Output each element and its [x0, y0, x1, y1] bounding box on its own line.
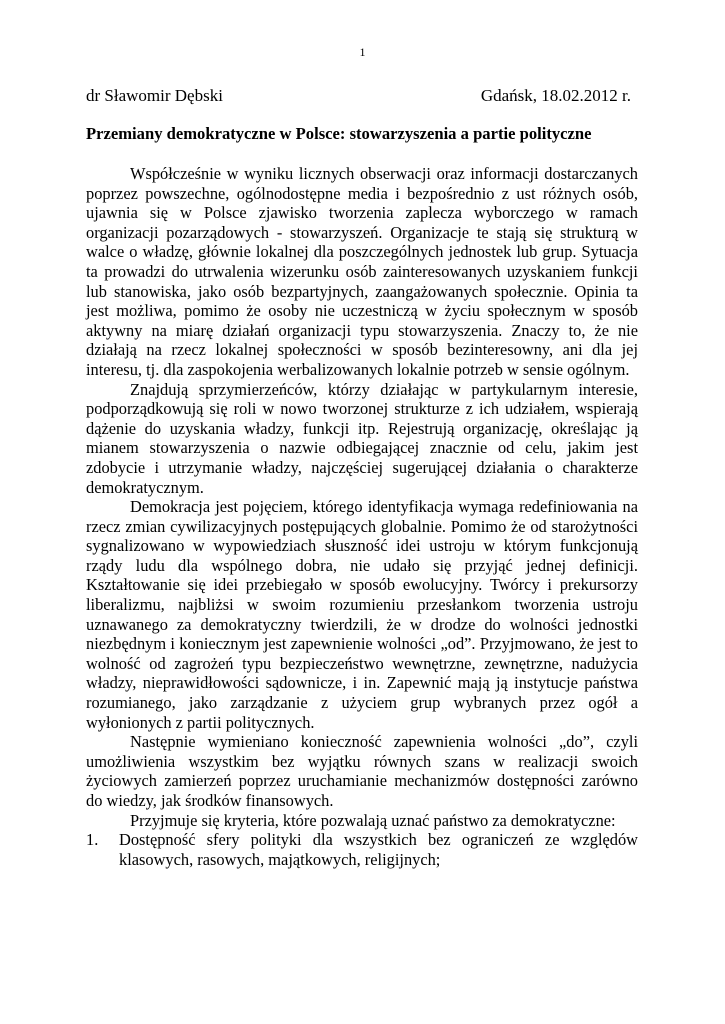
list-item-number: 1. [86, 830, 99, 850]
criteria-list [86, 830, 638, 869]
paragraph: Współcześnie w wyniku licznych obserwacji oraz informacji dostarczanych poprzez powszechne, ogólnodostępne media i bezpośrednio z ust różnych osób, ujawnia się w Polsce zjawisko tworzenia zaplecza wyborczego w ramach organizacji pozarządowych - stowarzyszeń. Organizacje te stają się strukturą w walce o władzę, głównie lokalnej dla poszczególnych jednostek lub grup. Sytuacja ta prowadzi do utrwalenia wizerunku osób zainteresowanych uzyskaniem funkcji lub stanowiska, jako osób bezpartyjnych, zaangażowanych społecznie. Opinia ta jest możliwa, pomimo że osoby nie uczestniczą w życiu społecznym w sposób aktywny na miarę działań organizacji typu stowarzyszenia. Znaczy to, że nie działają na rzecz lokalnej społeczności w sposób bezinteresowny, ani dla jej interesu, tj. dla zaspokojenia werbalizowanych lokalnie potrzeb w sensie ogólnym. [86, 164, 638, 379]
document-header [86, 86, 631, 106]
list-item-text: Dostępność sfery polityki dla wszystkich bez ograniczeń ze względów klasowych, rasowych, majątkowych, religijnych; [119, 830, 638, 869]
place-date: Gdańsk, 18.02.2012 r. [480, 86, 631, 105]
paragraph: Przyjmuje się kryteria, które pozwalają uznać państwo za demokratyczne: [130, 810, 616, 830]
paragraph: Następnie wymieniano konieczność zapewnienia wolności „do”, czyli umożliwienia wszystkim bez wyjątku równych szans w realizacji swoich życiowych zamierzeń poprzez uruchamianie mechanizmów dostępności zarówno do wiedzy, jak środków finansowych. [86, 732, 638, 810]
author-name: dr Sławomir Dębski [86, 86, 223, 105]
paragraph: Demokracja jest pojęciem, którego identyfikacja wymaga redefiniowania na rzecz zmian cywilizacyjnych postępujących globalnie. Pomimo że od starożytności sygnalizowano w wypowiedziach słuszność idei ustroju w którym funkcjonują rządy ludu dla wspólnego dobra, nie udało się przyjąć jednej definicji. Kształtowanie się idei przebiegało w sposób ewolucyjny. Twórcy i prekursorzy liberalizmu, najbliżsi w swoim rozumieniu przesłankom tworzenia ustroju uznawanego za demokratyczny twierdzili, że w drodze do wolności jednostki niezbędnym i koniecznym jest zapewnienie wolności „od”. Przyjmowano, że jest to wolność od zagrożeń typu bezpieczeństwo wewnętrzne, zewnętrzne, nadużycia władzy, nieprawidłowości sądownicze, i in. Zapewnić mają ją instytucje państwa rozumianego, jako zarządzanie z użyciem grup wybranych przez ogół a wyłonionych z partii politycznych. [86, 497, 638, 732]
document-title: Przemiany demokratyczne w Polsce: stowarzyszenia a partie polityczne [86, 124, 592, 143]
paragraph: Znajdują sprzymierzeńców, którzy działając w partykularnym interesie, podporządkowują się roli w nowo tworzonej strukturze z ich udziałem, wspierają dążenie do uzyskania władzy, funkcji itp. Rejestrują organizację, określając ją mianem stowarzyszenia o nazwie odbiegającej znacznie od celu, jakim jest zdobycie i utrzymanie władzy, najczęściej sugerującej działania o charakterze demokratycznym. [86, 379, 638, 497]
document-body [86, 164, 638, 869]
list-item [86, 830, 638, 869]
page-number: 1 [359, 45, 366, 59]
